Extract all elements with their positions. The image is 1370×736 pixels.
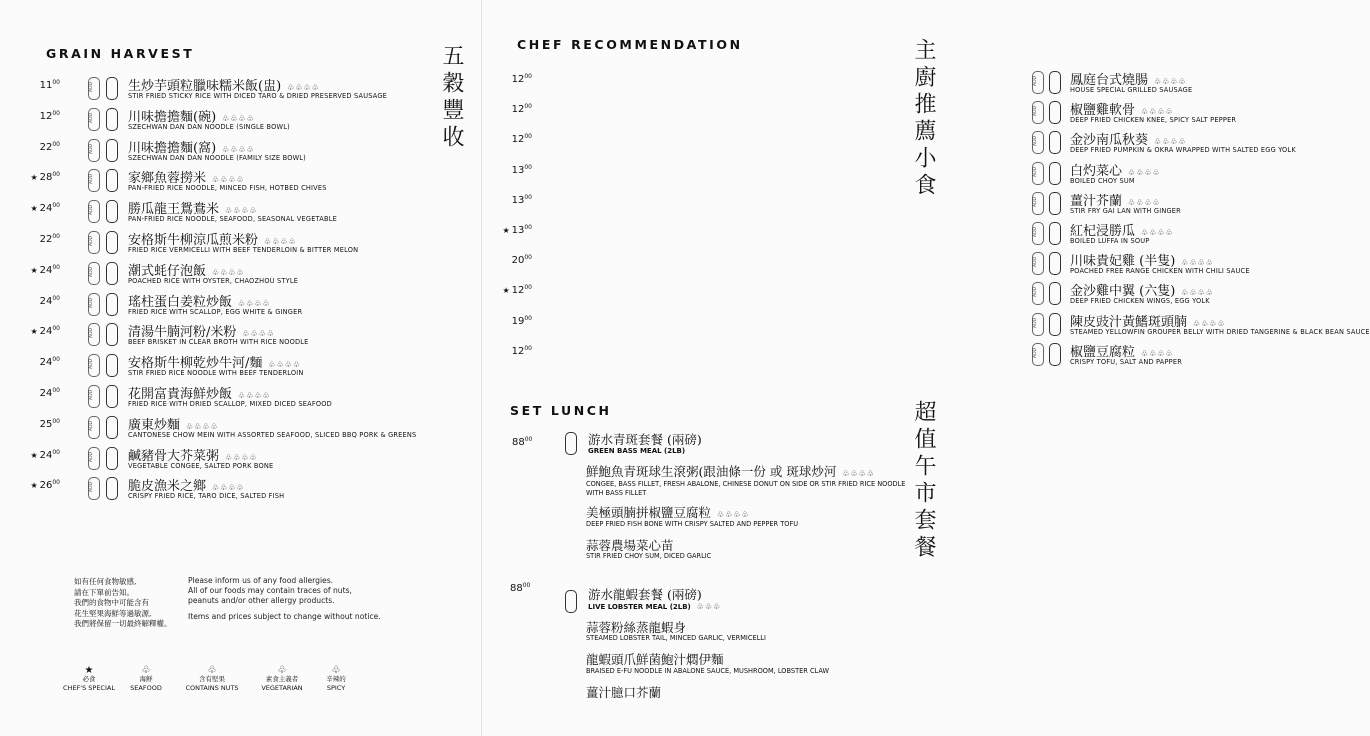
chefs-special-star-icon: ★ — [30, 450, 38, 460]
order-checkbox[interactable] — [1049, 282, 1061, 305]
item-price: ★ $12^{00}$ — [502, 284, 532, 297]
order-checkbox[interactable] — [106, 200, 118, 223]
item-name-cn: 金沙南瓜秋葵 ♧♧♧♧ — [1070, 133, 1187, 149]
allergy-note-en — [188, 576, 388, 622]
item-price: ★ $26^{00}$ — [30, 479, 60, 492]
order-checkbox[interactable] — [106, 169, 118, 192]
nuts-icon: ♧ — [207, 665, 217, 676]
add-checkbox[interactable] — [88, 200, 100, 223]
item-price: $12^{00}$ — [511, 133, 532, 146]
seafood-icon: ♧ — [141, 665, 151, 676]
order-checkbox[interactable] — [1049, 162, 1061, 185]
order-checkbox[interactable] — [106, 231, 118, 254]
item-name-cn: 花開富貴海鮮炒飯 ♧♧♧♧ — [128, 387, 271, 402]
item-name-en: CRISPY FRIED RICE, TARO DICE, SALTED FISH — [128, 492, 285, 501]
add-checkbox[interactable] — [1032, 101, 1044, 124]
item-price: ★ $24^{00}$ — [30, 263, 60, 276]
allergen-icons: ♧♧♧ — [696, 602, 722, 611]
legend-en: CONTAINS NUTS — [185, 684, 239, 692]
item-name-en: BOILED LUFFA IN SOUP — [1070, 237, 1150, 245]
allergen-icons: ♧♧♧♧ — [225, 206, 258, 216]
add-checkbox[interactable] — [1032, 313, 1044, 336]
add-checkbox[interactable] — [88, 108, 100, 131]
order-checkbox[interactable] — [106, 293, 118, 316]
allergen-icons: ♧♧♧♧ — [1181, 258, 1214, 268]
chef-recommendation-title: CHEF RECOMMENDATION — [517, 37, 743, 52]
legend-cn: 必食 — [82, 675, 96, 683]
set2-item-cn: 薑汁臆口芥蘭 — [586, 685, 662, 700]
allergen-icons: ♧♧♧♧ — [268, 360, 302, 370]
item-name-cn: 陳皮豉汁黃鰭斑頭腩 ♧♧♧♧ — [1070, 314, 1226, 330]
item-name-en: PAN-FRIED RICE NOODLE, MINCED FISH, HOTBED CHIVES — [128, 184, 327, 193]
item-price: $24^{00}$ — [39, 387, 60, 399]
set1-checkbox[interactable] — [565, 432, 577, 455]
item-name-en: CANTONESE CHOW MEIN WITH ASSORTED SEAFOOD, SLICED BBQ PORK & GREENS — [128, 430, 417, 439]
item-name-en: SZECHWAN DAN DAN NOODLE (SINGLE BOWL) — [128, 122, 290, 131]
item-name-cn: 川味擔擔麵(窩) ♧♧♧♧ — [128, 140, 255, 156]
item-name-cn: 安格斯牛柳乾炒牛河/麵 ♧♧♧♧ — [128, 356, 302, 372]
spicy-icon: ♧ — [331, 665, 341, 676]
set1-title-en: GREEN BASS MEAL (2LB) — [588, 447, 686, 455]
order-checkbox[interactable] — [1049, 131, 1061, 154]
star-icon: ★ — [84, 665, 94, 676]
legend-en: SEAFOOD — [130, 684, 162, 692]
item-name-cn: 川味擔擔麵(碗) ♧♧♧♧ — [128, 109, 255, 125]
item-price: $19^{00}$ — [511, 314, 532, 327]
chefs-special-star-icon: ★ — [30, 265, 38, 275]
allergen-icons: ♧♧♧♧ — [1128, 197, 1161, 207]
item-name-cn: 薑汁芥蘭 ♧♧♧♧ — [1070, 193, 1161, 209]
item-name-en: FRIED RICE VERMICELLI WITH BEEF TENDERLOIN & BITTER MELON — [128, 246, 359, 254]
item-name-en: SZECHWAN DAN DAN NOODLE (FAMILY SIZE BOWL) — [128, 153, 306, 162]
item-price: $13^{00}$ — [511, 163, 532, 176]
add-checkbox[interactable] — [1032, 343, 1044, 366]
allergy-en-line: Please inform us of any food allergies. — [188, 576, 334, 585]
legend-seafood — [122, 666, 170, 693]
add-checkbox[interactable] — [88, 323, 100, 346]
item-price: $12^{00}$ — [39, 109, 60, 122]
item-name-en: DEEP FRIED CHICKEN WINGS, EGG YOLK — [1070, 297, 1210, 306]
price-change-note: Items and prices subject to change without notice. — [188, 612, 381, 621]
item-price: ★ $28^{00}$ — [30, 171, 60, 184]
item-price: $12^{00}$ — [511, 73, 532, 85]
item-price: $24^{00}$ — [39, 356, 60, 369]
item-name-cn: 勝瓜龍王鴛鴦米 ♧♧♧♧ — [128, 202, 258, 218]
allergen-icons: ♧♧♧♧ — [717, 510, 750, 519]
item-name-en: STIR FRY GAI LAN WITH GINGER — [1070, 206, 1181, 215]
add-checkbox[interactable] — [1032, 131, 1044, 154]
order-checkbox[interactable] — [106, 416, 118, 439]
allergen-icons: ♧♧♧♧ — [238, 298, 271, 308]
legend-en: VEGETARIAN — [261, 684, 303, 692]
set2-checkbox[interactable] — [565, 590, 577, 613]
allergy-en-line: peanuts and/or other allergy products. — [188, 596, 335, 605]
allergen-icons: ♧♧♧♧ — [287, 83, 320, 92]
item-name-en: PAN-FRIED RICE NOODLE, SEAFOOD, SEASONAL VEGETABLE — [128, 215, 337, 224]
order-checkbox[interactable] — [106, 385, 118, 408]
order-checkbox[interactable] — [1049, 343, 1061, 366]
allergen-icons: ♧♧♧♧ — [1181, 288, 1214, 298]
set-lunch-title: SET LUNCH — [510, 403, 612, 418]
add-checkbox[interactable] — [1032, 252, 1044, 275]
set2-item-cn: 龍蝦頭爪鮮菌鮑汁燜伊麵 — [586, 652, 724, 667]
grain-harvest-title: GRAIN HARVEST — [46, 46, 195, 61]
allergy-cn-line: 我們的食物中可能含有 — [74, 598, 149, 607]
order-checkbox[interactable] — [1049, 222, 1061, 245]
add-checkbox[interactable] — [88, 139, 100, 162]
legend-en: CHEF'S SPECIAL — [63, 684, 115, 692]
add-checkbox[interactable] — [88, 416, 100, 439]
allergen-icons: ♧♧♧♧ — [212, 175, 245, 185]
item-name-cn: 鳳庭台式燒腸 ♧♧♧♧ — [1070, 73, 1187, 88]
allergen-icons: ♧♧♧♧ — [238, 391, 271, 400]
set1-item-cn: 鮮鮑魚青斑球生滾粥(跟油條一份 或 斑球炒河 ♧♧♧♧ — [586, 464, 876, 479]
item-name-en: HOUSE SPECIAL GRILLED SAUSAGE — [1070, 86, 1193, 94]
order-checkbox[interactable] — [106, 108, 118, 131]
legend-spicy — [316, 666, 356, 693]
legend-cn: 海鮮 — [139, 675, 153, 683]
item-name-cn: 生炒芋頭粒臘味糯米飯(盅) ♧♧♧♧ — [128, 79, 320, 94]
allergy-cn-line: 請在下單前告知。 — [74, 587, 134, 597]
item-name-cn: 白灼菜心 ♧♧♧♧ — [1070, 163, 1161, 179]
allergen-icons: ♧♧♧♧ — [222, 144, 255, 154]
allergen-icons: ♧♧♧♧ — [1193, 318, 1226, 328]
add-checkbox[interactable] — [88, 385, 100, 408]
order-checkbox[interactable] — [1049, 71, 1061, 94]
order-checkbox[interactable] — [106, 354, 118, 377]
order-checkbox[interactable] — [106, 77, 118, 100]
chefs-special-star-icon: ★ — [30, 481, 38, 491]
set2-item-en: STEAMED LOBSTER TAIL, MINCED GARLIC, VERMICELLI — [586, 634, 766, 642]
allergy-cn-line: 我們將保留一切最終解釋權。 — [74, 619, 172, 628]
chefs-special-star-icon: ★ — [30, 327, 38, 337]
item-price: $12^{00}$ — [511, 344, 532, 357]
allergen-icons: ♧♧♧♧ — [1154, 77, 1187, 86]
allergy-cn-line: 如有任何食物敏感, — [74, 577, 137, 586]
order-checkbox[interactable] — [1049, 313, 1061, 336]
add-checkbox[interactable] — [88, 477, 100, 500]
allergen-icons: ♧♧♧♧ — [242, 329, 276, 339]
item-name-en: BOILED CHOY SUM — [1070, 176, 1135, 185]
allergen-icons: ♧♧♧♧ — [264, 237, 297, 246]
item-name-en: POACHED RICE WITH OYSTER, CHAOZHOU STYLE — [128, 276, 299, 285]
item-name-en: POACHED FREE RANGE CHICKEN WITH CHILI SAUCE — [1070, 267, 1250, 276]
grain-harvest-vertical-title: 五穀豐收 — [439, 44, 464, 152]
set2-title-en: LIVE LOBSTER MEAL (2LB) ♧♧♧ — [588, 602, 722, 611]
item-name-cn: 廣東炒麵 ♧♧♧♧ — [128, 417, 219, 433]
allergen-icons: ♧♧♧♧ — [225, 452, 258, 462]
set-lunch-vertical-title: 超值午市套餐 — [911, 400, 936, 562]
order-checkbox[interactable] — [106, 323, 118, 346]
allergen-icons: ♧♧♧♧ — [842, 469, 876, 478]
legend-chefs-special — [58, 666, 120, 693]
item-name-cn: 椒鹽雞軟骨 ♧♧♧♧ — [1070, 103, 1174, 119]
allergen-icons: ♧♧♧♧ — [186, 421, 219, 431]
set1-item-cn: 蒜蓉農場菜心苗 — [586, 538, 674, 553]
set1-price: $88^{00}$ — [512, 436, 533, 448]
item-price: $11^{00}$ — [39, 79, 60, 91]
allergy-en-line: All of our foods may contain traces of nuts, — [188, 586, 352, 595]
add-checkbox[interactable] — [1032, 71, 1044, 94]
add-checkbox[interactable] — [88, 447, 100, 470]
chef-recommendation-vertical-title: 主廚推薦小食 — [911, 38, 936, 200]
chefs-special-star-icon: ★ — [30, 173, 38, 183]
add-checkbox[interactable] — [88, 293, 100, 316]
allergen-icons: ♧♧♧♧ — [1141, 228, 1174, 237]
item-price: $24^{00}$ — [39, 294, 60, 307]
allergy-cn-line: 花生堅果海鮮等過敏源, — [74, 608, 152, 618]
set1-item-en: DEEP FRIED FISH BONE WITH CRISPY SALTED AND PEPPER TOFU — [586, 520, 799, 528]
item-name-en: STIR FRIED STICKY RICE WITH DICED TARO & DRIED PRESERVED SAUSAGE — [128, 92, 388, 100]
add-checkbox[interactable] — [1032, 162, 1044, 185]
item-price: $20^{00}$ — [511, 254, 532, 267]
allergen-icons: ♧♧♧♧ — [212, 267, 245, 277]
add-checkbox[interactable] — [88, 354, 100, 377]
add-checkbox[interactable] — [1032, 282, 1044, 305]
chefs-special-star-icon: ★ — [502, 226, 510, 235]
add-checkbox[interactable] — [88, 262, 100, 285]
order-checkbox[interactable] — [1049, 192, 1061, 215]
legend-cn: 含有堅果 — [199, 675, 225, 683]
item-name-cn: 安格斯牛柳涼瓜煎米粉 ♧♧♧♧ — [128, 233, 297, 248]
item-price: $12^{00}$ — [511, 103, 532, 116]
set1-item-en: CONGEE, BASS FILLET, FRESH ABALONE, CHINESE DONUT ON SIDE OR STIR FRIED RICE NOODLE WITH BASS FILLET — [586, 480, 906, 497]
item-name-en: DEEP FRIED CHICKEN KNEE, SPICY SALT PEPPER — [1070, 116, 1237, 125]
add-checkbox[interactable] — [1032, 222, 1044, 245]
allergen-icons: ♧♧♧♧ — [212, 483, 245, 493]
item-name-cn: 金沙雞中翼 (六隻) ♧♧♧♧ — [1070, 284, 1214, 300]
item-name-cn: 潮式蚝仔泡飯 ♧♧♧♧ — [128, 263, 245, 279]
item-name-en: CRISPY TOFU, SALT AND PAPPER — [1070, 357, 1182, 366]
set2-item-cn: 蒜蓉粉絲蒸龍蝦身 — [586, 620, 687, 635]
set2-item-en: BRAISED E-FU NOODLE IN ABALONE SAUCE, MUSHROOM, LOBSTER CLAW — [586, 667, 830, 675]
add-checkbox[interactable] — [88, 169, 100, 192]
item-price: ★ $24^{00}$ — [30, 448, 60, 461]
item-price: ★ $24^{00}$ — [30, 202, 60, 215]
item-name-en: DEEP FRIED PUMPKIN & OKRA WRAPPED WITH SALTED EGG YOLK — [1070, 146, 1296, 155]
order-checkbox[interactable] — [1049, 252, 1061, 275]
set2-title-cn: 游水龍蝦套餐 (兩磅) — [588, 587, 702, 602]
item-price: $25^{00}$ — [39, 417, 60, 430]
add-checkbox[interactable] — [88, 231, 100, 254]
item-name-en: FRIED RICE WITH DRIED SCALLOP, MIXED DICED SEAFOOD — [128, 400, 332, 408]
item-name-cn: 川味貴妃雞 (半隻) ♧♧♧♧ — [1070, 254, 1214, 270]
order-checkbox[interactable] — [106, 447, 118, 470]
item-name-cn: 家鄉魚蓉撈米 ♧♧♧♧ — [128, 171, 245, 187]
legend-cn: 素食主義者 — [265, 675, 299, 683]
legend-contains-nuts — [178, 666, 246, 693]
allergen-icons: ♧♧♧♧ — [1141, 348, 1174, 358]
item-name-cn: 脆皮漁米之鄉 ♧♧♧♧ — [128, 479, 245, 495]
item-name-cn: 鹹豬骨大芥菜粥 ♧♧♧♧ — [128, 448, 258, 464]
item-name-en: VEGETABLE CONGEE, SALTED PORK BONE — [128, 461, 274, 470]
add-checkbox[interactable] — [88, 77, 100, 100]
order-checkbox[interactable] — [1049, 101, 1061, 124]
item-name-cn: 瑤柱蛋白姜粒炒飯 ♧♧♧♧ — [128, 294, 271, 310]
set2-price: $88^{00}$ — [510, 582, 531, 594]
item-price: ★ $13^{00}$ — [502, 224, 532, 236]
allergen-icons: ♧♧♧♧ — [1154, 137, 1187, 147]
item-name-en: STEAMED YELLOWFIN GROUPER BELLY WITH DRIED TANGERINE & BLACK BEAN SAUCE — [1070, 327, 1370, 336]
item-name-en: STIR FRIED RICE NOODLE WITH BEEF TENDERLOIN — [128, 369, 304, 378]
item-price: ★ $24^{00}$ — [30, 325, 60, 338]
item-name-cn: 紅杞浸勝瓜 ♧♧♧♧ — [1070, 224, 1174, 239]
item-name-en: BEEF BRISKET IN CLEAR BROTH WITH RICE NOODLE — [128, 338, 309, 347]
item-name-cn: 清湯牛腩河粉/米粉 ♧♧♧♧ — [128, 325, 276, 341]
allergy-note-cn — [74, 577, 184, 630]
vegetarian-icon: ♧ — [277, 665, 287, 676]
item-name-cn: 椒鹽豆腐粒 ♧♧♧♧ — [1070, 344, 1174, 360]
allergen-icons: ♧♧♧♧ — [222, 113, 255, 123]
allergen-icons: ♧♧♧♧ — [1141, 107, 1174, 117]
set1-item-cn: 美極頭腩拼椒鹽豆腐粒 ♧♧♧♧ — [586, 505, 750, 520]
order-checkbox[interactable] — [106, 477, 118, 500]
order-checkbox[interactable] — [106, 262, 118, 285]
item-price: $22^{00}$ — [39, 233, 60, 245]
item-name-en: FRIED RICE WITH SCALLOP, EGG WHITE & GINGER — [128, 307, 303, 316]
chefs-special-star-icon: ★ — [30, 204, 38, 214]
legend-cn: 辛辣的 — [326, 675, 346, 683]
item-price: $22^{00}$ — [39, 140, 60, 153]
chefs-special-star-icon: ★ — [502, 286, 510, 296]
legend-en: SPICY — [326, 684, 346, 692]
allergen-icons: ♧♧♧♧ — [1128, 167, 1161, 177]
set1-item-en: STIR FRIED CHOY SUM, DICED GARLIC — [586, 552, 712, 560]
order-checkbox[interactable] — [106, 139, 118, 162]
set1-title-cn: 游水青斑套餐 (兩磅) — [588, 432, 702, 447]
add-checkbox[interactable] — [1032, 192, 1044, 215]
legend-vegetarian — [252, 666, 312, 693]
item-price: $13^{00}$ — [511, 193, 532, 206]
